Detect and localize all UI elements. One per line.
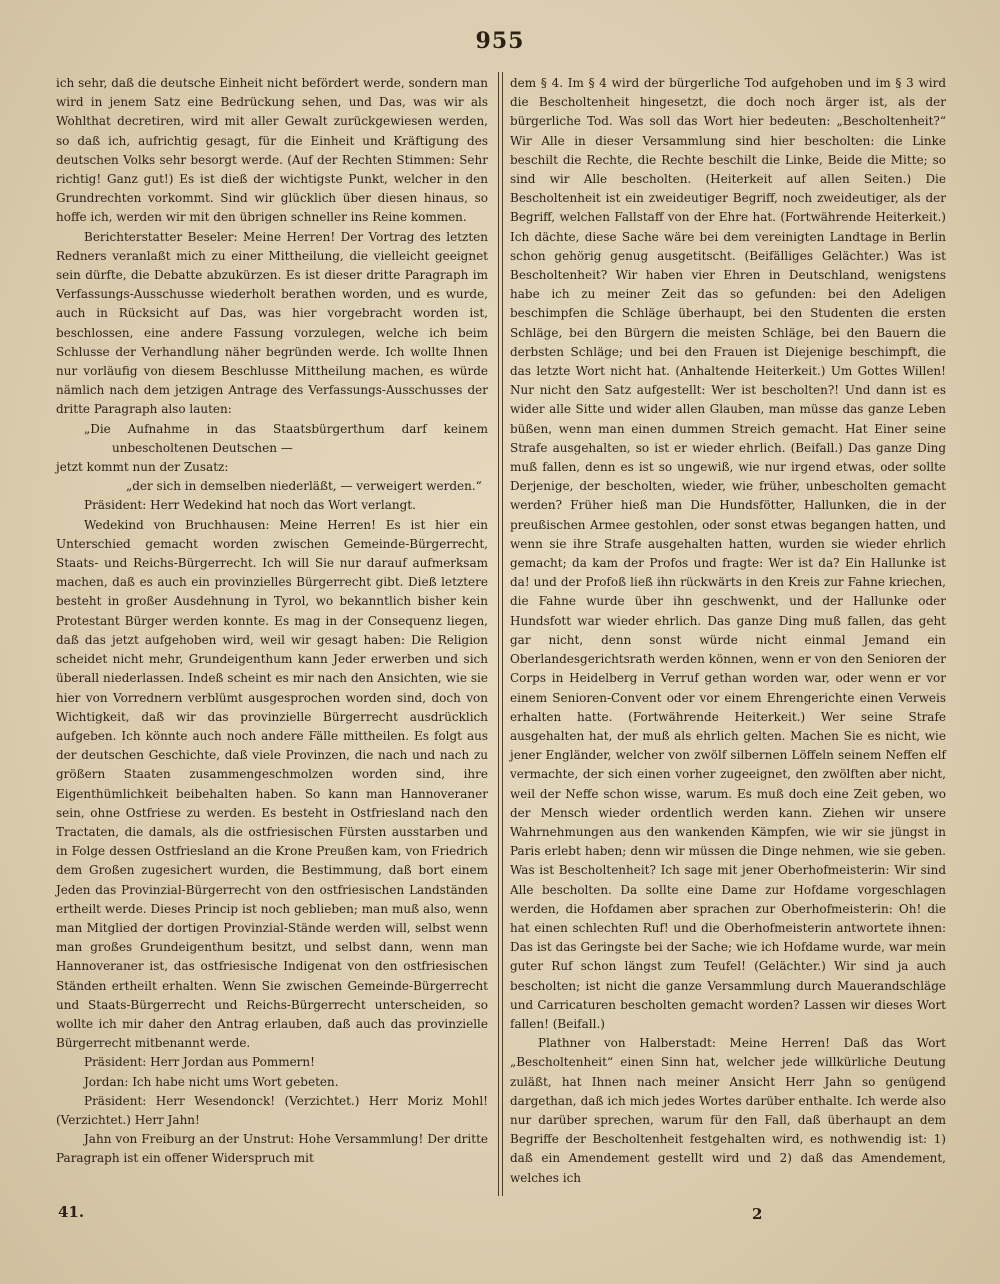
paragraph-praesident: Präsident: Herr Wesendonck! (Verzichtet.) Herr Moriz Mohl! (Verzichtet.) Herr Jahn! [56, 1093, 488, 1127]
signature-mark-left: 41. [58, 1203, 85, 1221]
paragraph-wedekind: Wedekind von Bruchhausen: Meine Herren! Es ist hier ein Unterschied gemacht worden zwischen Gemeinde-Bürgerrecht, Staats- und Reichs-Bürgerrecht. Ich will Sie nur darauf aufmerksam machen, daß es auch ein provinzielles Bürgerrecht gibt. Dieß letztere besteht in großer Ausdehnung in Tyrol, wo bekanntlich bisher kein Protestant Bürger werden konnte. Es mag in der Consequenz liegen, daß das jetzt aufgehoben wird, weil wir gesagt haben: Die Religion scheidet nicht mehr, Grundeigenthum kann Jeder erwerben und sich überall niederlassen. Indeß scheint es mir nach den Ansichten, wie sie hier von Vorrednern verblümt ausgesprochen worden sind, doch von Wichtigkeit, daß wir das provinzielle Bürgerrecht ausdrücklich aufgeben. Ich könnte auch noch andere Fälle mittheilen. Es folgt aus der deutschen Geschichte, daß viele Provinzen, die nach und nach zu größern Staaten zusammengeschmolzen worden sind, ihre Eigenthümlichkeit beibehalten haben. So kann man Hannoveraner sein, ohne Ostfriese zu werden. Es besteht in Ostfriesland nach den Tractaten, die damals, als die ostfriesischen Fürsten ausstarben und in Folge dessen Ostfriesland an die Krone Preußen kam, von Friedrich dem Großen zugesichert wurden, die Bestimmung, daß bort einem Jeden das Provinzial-Bürgerrecht von den ostfriesischen Landständen ertheilt werde. Dieses Princip ist noch geblieben; man muß also, wenn man Mitglied der dortigen Provinzial-Stände werden will, selbst wenn man großes Grundeigenthum besitzt, und selbst dann, wenn man Hannoveraner ist, das ostfriesische Indigenat von den ostfriesischen Ständen ertheilt erhalten. Wenn Sie zwischen Gemeinde-Bürgerrecht und Staats-Bürgerrecht und Reichs-Bürgerrecht unterscheiden, so wollte ich mir daher den Antrag erlauben, daß auch das provinzielle Bürgerrecht mitbenannt werde. [56, 517, 488, 1051]
left-column [56, 74, 488, 1169]
column-rule [502, 72, 503, 1196]
paragraph-plathner: Plathner von Halberstadt: Meine Herren! Daß das Wort „Bescholtenheit“ einen Sinn hat, welcher jede willkürliche Deutung zuläßt, hat Ihnen nach meiner Ansicht Herr Jahn so genügend dargethan, daß ich mich jedes Wortes darüber enthalte. Ich werde also nur darüber sprechen, warum für den Fall, daß überhaupt an dem Begriffe der Bescholtenheit festgehalten wird, es nothwendig ist: 1) daß ein Amendement gestellt wird und 2) daß das Amendement, welches ich [510, 1036, 946, 1185]
paragraph: jetzt kommt nun der Zusatz: [56, 460, 229, 475]
quote-amendment: „Die Aufnahme in das Staatsbürgerthum darf keinem unbescholtenen Deutschen — [84, 421, 488, 455]
paragraph-jahn: Jahn von Freiburg an der Unstrut: Hohe Versammlung! Der dritte Paragraph ist ein offener Widerspruch mit [56, 1132, 488, 1166]
page-number: 955 [475, 28, 525, 54]
column-rule [498, 72, 499, 1196]
signature-mark-right: 2 [752, 1205, 763, 1223]
paragraph-beseler: Berichterstatter Beseler: Meine Herren! Der Vortrag des letzten Redners veranlaßt mich zu einer Mittheilung, die vielleicht geeignet sein dürfte, die Debatte abzukürzen. Es ist dieser dritte Paragraph im Verfassungs-Ausschusse wiederholt berathen worden, und es wurde, auch in Rücksicht auf Das, was hier vorgebracht worden ist, beschlossen, eine andere Fassung vorzulegen, welche ich beim Schlusse der Verhandlung näher begründen werde. Ich wollte Ihnen nur vorläufig von diesem Beschlusse Mittheilung machen, es würde nämlich nach dem jetzigen Antrage des Verfassungs-Ausschusses der dritte Paragraph also lauten: [56, 229, 488, 417]
paragraph: ich sehr, daß die deutsche Einheit nicht befördert werde, sondern man wird in jenem Satz eine Bedrückung sehen, und Das, was wir als Wohlthat decretiren, wird mit aller Gewalt zurückgewiesen werden, so daß ich, aufrichtig gesagt, für die Einheit und Kräftigung des deutschen Volks sehr besorgt werde. (Auf der Rechten Stimmen: Sehr richtig! Ganz gut!) Es ist dieß der wichtigste Punkt, welcher in den Grundrechten vorkommt. Sind wir glücklich über diesen hinaus, so hoffe ich, werden wir mit den übrigen schneller ins Reine kommen. [56, 76, 488, 225]
paragraph-jordan: Jordan: Ich habe nicht ums Wort gebeten. [84, 1074, 339, 1089]
paragraph-praesident: Präsident: Herr Wedekind hat noch das Wort verlangt. [84, 498, 416, 513]
right-column [510, 74, 946, 1188]
paragraph-praesident: Präsident: Herr Jordan aus Pommern! [84, 1055, 315, 1070]
quote-addition: „der sich in demselben niederläßt, — verweigert werden.“ [126, 479, 482, 494]
paragraph-jahn-continued: dem § 4. Im § 4 wird der bürgerliche Tod aufgehoben und im § 3 wird die Bescholtenheit hingesetzt, die doch noch ärger ist, als der bürgerliche Tod. Was soll das Wort hier bedeuten: „Bescholtenheit?“ Wir Alle in dieser Versammlung sind hier bescholten: die Linke beschilt die Rechte, die Rechte beschilt die Linke, Beide die Mitte; so sind wir Alle bescholten. (Heiterkeit auf allen Seiten.) Die Bescholtenheit ist ein zweideutiger Begriff, noch zweideutiger, als der Begriff, welchen Fallstaff von der Ehre hat. (Fortwährende Heiterkeit.) Ich dächte, diese Sache wäre bei dem vereinigten Landtage in Berlin schon gehörig genug ausgetitscht. (Beifälliges Gelächter.) Was ist Bescholtenheit? Wir haben vier Ehren in Deutschland, wenigstens habe ich zu meiner Zeit das so gefunden: bei den Adeligen beschimpfen die Schläge überhaupt, bei den Studenten die ersten Schläge, bei den Bürgern die meisten Schläge, bei den Bauern die derbsten Schläge; und bei den Frauen ist Diejenige beschimpft, die das letzte Wort nicht hat. (Anhaltende Heiterkeit.) Um Gottes Willen! Nur nicht den Satz aufgestellt: Wer ist bescholten?! Und dann ist es wider alle Sitte und wider allen Glauben, man müsse das ganze Leben büßen, wenn man einen dummen Streich gemacht. Hat Einer seine Strafe ausgehalten, so ist er wieder ehrlich. (Beifall.) Das ganze Ding muß fallen, denn es ist so ungewiß, wie nur irgend etwas, oder sollte Derjenige, der bescholten, wieder, wie früher, unbescholten gemacht werden? Früher hieß man Die Hundsfötter, Hallunken, die in der preußischen Armee gestohlen, oder sonst etwas begangen hatten, und wenn sie ihre Strafe ausgehalten hatten, wurden sie wieder ehrlich gemacht; da kam der Profos und fragte: Wer ist da? Ein Hallunke ist da! und der Profoß ließ ihn rückwärts in den Kreis zur Fahne kriechen, die Fahne wurde über ihn geschwenkt, und der Hallunke oder Hundsfott war wieder ehrlich. Das ganze Ding muß fallen, das geht gar nicht, denn sonst würde nicht einmal Jemand ein Oberlandesgerichtsrath werden können, wenn er von den Senioren der Corps in Heidelberg in Verruf gethan worden war, oder wenn er vor einem Senioren-Convent oder vor einem Ehrengerichte einen Verweis erhalten hatte. (Fortwährende Heiterkeit.) Wer seine Strafe ausgehalten hat, der muß als ehrlich gelten. Machen Sie es nicht, wie jener Engländer, welcher von zwölf silbernen Löffeln seinem Neffen elf vermachte, der sich einen vorher zugeeignet, den zwölften aber nicht, weil der Neffe schon wisse, warum. Es muß doch eine Zeit geben, wo der Mensch wieder ordentlich werden kann. Ziehen wir unsere Wahrnehmungen aus den wankenden Kämpfen, wie wir sie jüngst in Paris erlebt haben; denn wir müssen die Dinge nehmen, wie sie geben. Was ist Bescholtenheit? Ich sage mit jener Oberhofmeisterin: Wir sind Alle bescholten. Da sollte eine Dame zur Hofdame vorgeschlagen werden, die Hofdamen aber sprachen zur Oberhofmeisterin: Oh! die hat einen schlechten Ruf! und die Oberhofmeisterin antwortete ihnen: Das ist das Geringste bei der Sache; wie ich Hofdame wurde, war mein guter Ruf schon längst zum Teufel! (Gelächter.) Wir sind ja auch bescholten; ist nicht die ganze Versammlung durch Mauerandschläge und Carricaturen bescholten gemacht worden? Lassen wir dieses Wort fallen! (Beifall.) [510, 76, 946, 1031]
